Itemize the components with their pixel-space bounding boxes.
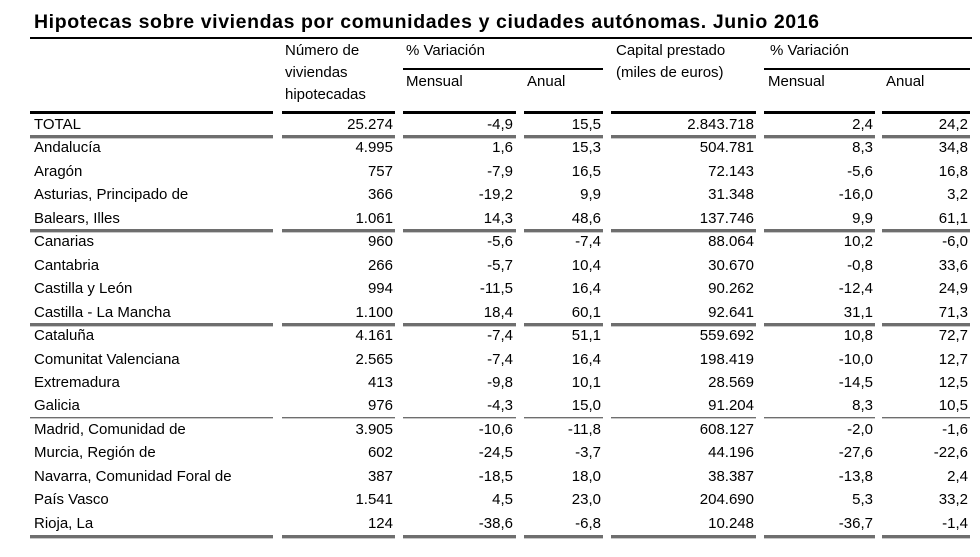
cell-cap-m: -12,4: [838, 280, 873, 298]
cell-var-m: -19,2: [478, 186, 513, 204]
cell-capital: 608.127: [699, 420, 754, 438]
cell-capital: 559.692: [699, 327, 754, 345]
header-num-line: Número de: [285, 42, 360, 59]
cell-cap-a: 2,4: [947, 467, 968, 485]
cell-capital: 38.387: [708, 467, 754, 485]
cell-var-a: 9,9: [580, 186, 601, 204]
cell-name: Extremadura: [34, 373, 120, 391]
cell-cap-a: 72,7: [938, 327, 968, 345]
header-capital-line: (miles de euros): [616, 64, 724, 81]
cell-capital: 90.262: [708, 280, 754, 298]
cell-var-m: -9,8: [487, 373, 513, 391]
cell-num: 266: [367, 256, 393, 274]
rule-bottom: [30, 535, 273, 539]
cell-var-a: 10,4: [571, 256, 601, 274]
cell-cap-a: 16,8: [938, 162, 968, 180]
header-subrule-2: [764, 68, 970, 70]
table-row: [0, 277, 980, 300]
cell-name: Galicia: [34, 397, 80, 415]
cell-cap-a: 24,2: [938, 116, 968, 133]
cell-num: 994: [367, 280, 393, 298]
cell-var-a: 18,0: [571, 467, 601, 485]
table-row: [0, 441, 980, 464]
cell-var-m: -10,6: [478, 420, 513, 438]
cell-num: 757: [367, 162, 393, 180]
cell-name: Murcia, Región de: [34, 444, 156, 462]
cell-name: País Vasco: [34, 491, 109, 509]
header-capital: [616, 40, 725, 84]
cell-var-a: 16,4: [571, 280, 601, 298]
header-num-line: viviendas: [285, 64, 348, 81]
cell-capital: 92.641: [708, 303, 754, 321]
cell-name: Madrid, Comunidad de: [34, 420, 186, 438]
cell-var-a: 15,3: [571, 139, 601, 157]
rule-bottom: [282, 535, 395, 539]
table-title: Hipotecas sobre viviendas por comunidades y ciudades autónomas. Junio 2016: [34, 11, 820, 33]
rule-bottom: [882, 535, 970, 539]
cell-var-a: 15,5: [571, 116, 601, 133]
header-subrule-1: [403, 68, 603, 70]
title-rule: [30, 37, 972, 39]
cell-var-m: -38,6: [478, 514, 513, 532]
cell-cap-a: 24,9: [938, 280, 968, 298]
cell-capital: 137.746: [699, 209, 754, 227]
table-row: [0, 465, 980, 488]
cell-var-m: 18,4: [483, 303, 513, 321]
cell-cap-a: 12,5: [938, 373, 968, 391]
cell-name: TOTAL: [34, 116, 81, 133]
cell-num: 413: [367, 373, 393, 391]
cell-var-a: 16,4: [571, 350, 601, 368]
cell-cap-m: -2,0: [847, 420, 873, 438]
header-mensual-2: Mensual: [768, 73, 825, 90]
cell-cap-a: 12,7: [938, 350, 968, 368]
header-capital-line: Capital prestado: [616, 42, 726, 59]
cell-cap-m: 2,4: [852, 116, 873, 133]
cell-cap-m: -36,7: [838, 514, 873, 532]
cell-name: Balears, Illes: [34, 209, 120, 227]
cell-num: 2.565: [355, 350, 393, 368]
cell-capital: 2.843.718: [687, 116, 754, 133]
cell-num: 4.995: [355, 139, 393, 157]
cell-cap-a: 3,2: [947, 186, 968, 204]
cell-cap-a: 10,5: [938, 397, 968, 415]
table-row: [0, 136, 980, 159]
cell-cap-m: 31,1: [843, 303, 873, 321]
cell-cap-m: 10,8: [843, 327, 873, 345]
table-row: [0, 230, 980, 253]
cell-cap-m: -0,8: [847, 256, 873, 274]
header-variacion-1: % Variación: [406, 42, 485, 59]
table-row: [0, 301, 980, 324]
cell-cap-a: -22,6: [933, 444, 968, 462]
table-row: [0, 160, 980, 183]
cell-cap-a: -1,4: [942, 514, 968, 532]
header-variacion-2: % Variación: [770, 42, 849, 59]
cell-capital: 204.690: [699, 491, 754, 509]
cell-name: Aragón: [34, 162, 83, 180]
cell-num: 3.905: [355, 420, 393, 438]
table-row: [0, 394, 980, 417]
cell-var-m: -5,7: [487, 256, 513, 274]
cell-var-a: -3,7: [575, 444, 601, 462]
cell-var-m: 1,6: [492, 139, 513, 157]
table-row: [0, 207, 980, 230]
cell-capital: 10.248: [708, 514, 754, 532]
cell-var-m: -4,3: [487, 397, 513, 415]
cell-capital: 198.419: [699, 350, 754, 368]
cell-cap-a: -6,0: [942, 233, 968, 251]
cell-var-m: -7,4: [487, 350, 513, 368]
cell-var-a: -11,8: [567, 420, 601, 438]
cell-var-m: 14,3: [483, 209, 513, 227]
cell-capital: 88.064: [708, 233, 754, 251]
rule-bottom: [524, 535, 603, 539]
table-row: [0, 371, 980, 394]
table-row: [0, 183, 980, 206]
cell-capital: 30.670: [708, 256, 754, 274]
table-row: [0, 488, 980, 511]
cell-name: Andalucía: [34, 139, 101, 157]
cell-num: 602: [367, 444, 393, 462]
cell-var-m: -4,9: [487, 116, 513, 133]
cell-var-a: 10,1: [571, 373, 601, 391]
table-row: [0, 512, 980, 535]
cell-num: 387: [367, 467, 393, 485]
cell-name: Comunitat Valenciana: [34, 350, 180, 368]
cell-num: 124: [367, 514, 393, 532]
cell-cap-m: -14,5: [838, 373, 873, 391]
cell-cap-a: 34,8: [938, 139, 968, 157]
cell-var-a: 15,0: [571, 397, 601, 415]
cell-capital: 72.143: [708, 162, 754, 180]
cell-var-a: 48,6: [571, 209, 601, 227]
cell-var-m: -11,5: [479, 280, 513, 298]
cell-capital: 44.196: [708, 444, 754, 462]
cell-cap-m: 8,3: [852, 397, 873, 415]
cell-cap-a: 61,1: [938, 209, 968, 227]
cell-cap-a: -1,6: [942, 420, 968, 438]
cell-name: Asturias, Principado de: [34, 186, 189, 204]
header-anual-1: Anual: [527, 73, 566, 90]
cell-cap-m: -27,6: [838, 444, 873, 462]
header-anual-2: Anual: [886, 73, 925, 90]
cell-num: 366: [367, 186, 393, 204]
cell-num: 1.100: [355, 303, 393, 321]
cell-var-m: -7,4: [487, 327, 513, 345]
cell-var-a: 16,5: [571, 162, 601, 180]
cell-capital: 91.204: [708, 397, 754, 415]
cell-cap-m: 5,3: [852, 491, 873, 509]
cell-num: 1.541: [355, 491, 393, 509]
table-row: [0, 418, 980, 441]
cell-name: Cantabria: [34, 256, 100, 274]
cell-var-m: -24,5: [478, 444, 513, 462]
cell-name: Navarra, Comunidad Foral de: [34, 467, 232, 485]
cell-cap-m: -16,0: [838, 186, 873, 204]
table-row: [0, 324, 980, 347]
rule-bottom: [764, 535, 875, 539]
cell-name: Cataluña: [34, 327, 95, 345]
cell-var-m: -18,5: [478, 467, 513, 485]
cell-var-a: 60,1: [571, 303, 601, 321]
cell-name: Castilla y León: [34, 280, 133, 298]
cell-cap-m: 8,3: [852, 139, 873, 157]
cell-cap-a: 33,2: [938, 491, 968, 509]
cell-capital: 31.348: [708, 186, 754, 204]
cell-name: Rioja, La: [34, 514, 94, 532]
cell-cap-m: -5,6: [847, 162, 873, 180]
rule-bottom: [611, 535, 756, 539]
cell-num: 25.274: [347, 116, 393, 133]
cell-num: 960: [367, 233, 393, 251]
cell-capital: 28.569: [708, 373, 754, 391]
cell-cap-m: 10,2: [843, 233, 873, 251]
header-num-viviendas: [285, 40, 366, 106]
cell-cap-m: -13,8: [838, 467, 873, 485]
header-num-line: hipotecadas: [285, 86, 366, 103]
cell-cap-m: 9,9: [852, 209, 873, 227]
rule-bottom: [403, 535, 516, 539]
cell-var-m: 4,5: [492, 491, 513, 509]
cell-cap-a: 33,6: [938, 256, 968, 274]
header-mensual-1: Mensual: [406, 73, 463, 90]
table-row: [0, 348, 980, 371]
cell-num: 1.061: [355, 209, 393, 227]
cell-name: Canarias: [34, 233, 95, 251]
cell-num: 4.161: [355, 327, 393, 345]
cell-cap-m: -10,0: [838, 350, 873, 368]
cell-cap-a: 71,3: [938, 303, 968, 321]
table-row: [0, 254, 980, 277]
cell-var-a: 51,1: [571, 327, 601, 345]
table-row-total: [0, 113, 980, 136]
cell-var-a: -6,8: [575, 514, 601, 532]
cell-var-a: 23,0: [571, 491, 601, 509]
cell-capital: 504.781: [699, 139, 754, 157]
cell-var-m: -5,6: [487, 233, 513, 251]
cell-num: 976: [367, 397, 393, 415]
cell-name: Castilla - La Mancha: [34, 303, 171, 321]
cell-var-m: -7,9: [487, 162, 513, 180]
cell-var-a: -7,4: [575, 233, 601, 251]
